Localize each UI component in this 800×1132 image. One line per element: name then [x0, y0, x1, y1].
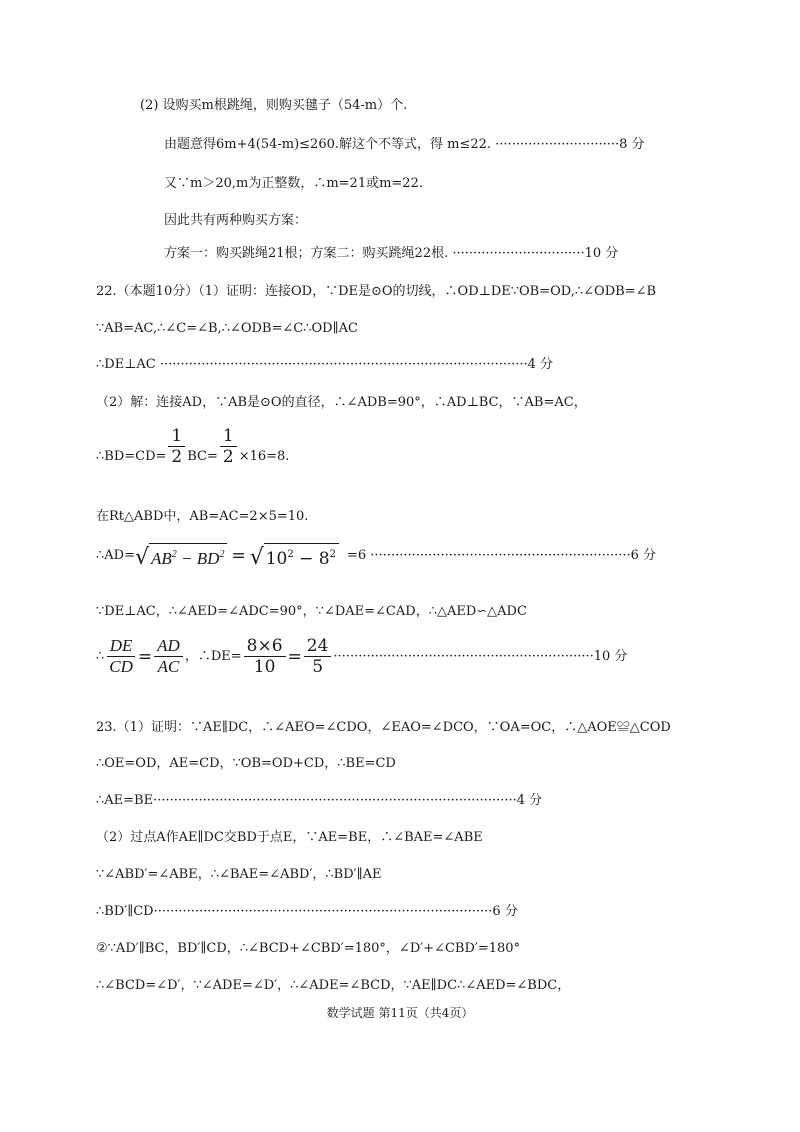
fraction [244, 637, 286, 676]
text-line: （2）解：连接AD，∵AB是⊙O的直径，∴∠ADB=90°，∴AD⊥BC，∵AB=AC， [96, 395, 587, 410]
fraction [304, 637, 332, 676]
radical-sign: √ [134, 545, 150, 570]
numerator: 1 [220, 427, 237, 447]
sqrt-10-8 [250, 543, 339, 569]
numerator: 8×6 [244, 637, 286, 657]
eq-text: ∴AD= [96, 548, 135, 563]
text-line: (2) 设购买m根跳绳，则购买毽子（54-m）个. [140, 98, 408, 113]
sqrt-ab-bd [135, 543, 227, 569]
radicand: $AB^2 - BD^2$ [149, 543, 227, 569]
denominator: 10 [253, 657, 276, 677]
denominator: 2 [171, 447, 183, 467]
equation-de [96, 637, 627, 676]
eq-text: = [231, 546, 246, 566]
eq-text: = [137, 646, 153, 667]
text-line: 方案一：购买跳绳21根；方案二：购买跳绳22根. ································10 分 [164, 246, 619, 261]
denominator: AC [157, 657, 180, 676]
eq-text: ∴ [96, 648, 105, 664]
radical-sign: √ [249, 545, 264, 570]
fraction [168, 427, 185, 466]
denominator: CD [109, 657, 133, 676]
eq-text: ∴BD=CD= [96, 449, 167, 464]
fraction [154, 637, 183, 676]
text-line: 又∵m＞20,m为正整数，∴m=21或m=22. [164, 176, 423, 191]
equation-ad [96, 543, 656, 569]
eq-text: ，∴DE= [184, 648, 242, 664]
text-line: ∴∠BCD=∠D′，∵∠ADE=∠D′，∴∠ADE=∠BCD，∵AE∥DC∴∠AED=∠BDC， [96, 978, 571, 993]
numerator: 24 [304, 637, 332, 657]
denominator: 2 [222, 447, 234, 467]
text-line: ②∵AD′∥BC，BD′∥CD，∴∠BCD+∠CBD′=180°，∠D′+∠CBD′=180° [96, 941, 521, 956]
text-line: 因此共有两种购买方案： [164, 213, 308, 228]
text-line: ∵DE⊥AC，∴∠AED=∠ADC=90°，∵∠DAE=∠CAD，∴△AED∽△ADC [96, 604, 527, 619]
numerator: 1 [168, 427, 185, 447]
fraction [220, 427, 237, 466]
text-line: 23.（1）证明：∵AE∥DC，∴∠AEO=∠CDO，∠EAO=∠DCO，∵OA=OC，∴△AOE≌△COD [96, 720, 671, 735]
text-line: 由题意得6m+4(54-m)≤260.解这个不等式，得 m≤22. ······························8 分 [164, 137, 645, 152]
text-line: ∴AE=BE························································································4 分 [96, 793, 543, 808]
text-line: ∴OE=OD，AE=CD，∵OB=OD+CD，∴BE=CD [96, 756, 396, 771]
eq-text: ×16=8. [238, 449, 290, 464]
eq-text: = [287, 646, 302, 667]
fraction [106, 637, 136, 676]
text-line: ∵AB=AC,∴∠C=∠B,∴∠ODB=∠C∴OD∥AC [96, 321, 358, 336]
text-line: 22.（本题10分）（1）证明：连接OD，∵DE是⊙O的切线，∴OD⊥DE∵OB=OD,∴∠ODB=∠B [96, 284, 657, 299]
text-line: ∴BD′∥CD··················································································6 分 [96, 904, 518, 919]
page-footer: 数学试题 第11页（共4页） [326, 1006, 474, 1020]
equation-bd-cd [96, 427, 289, 466]
denominator: 5 [312, 657, 324, 677]
numerator: AD [154, 637, 183, 657]
eq-text: BC= [187, 449, 218, 464]
text-line: ∴DE⊥AC ·························································································4 分 [96, 357, 554, 372]
numerator: DE [107, 637, 136, 657]
text-line: 在Rt△ABD中，AB=AC=2×5=10. [96, 509, 309, 524]
eq-text: =6 ·······························································6 分 [346, 548, 657, 563]
eq-text: ·······························································10 分 [333, 648, 628, 664]
text-line: （2）过点A作AE∥DC交BD于点E，∵AE=BE，∴∠BAE=∠ABE [96, 830, 483, 845]
text-line: ∵∠ABD′=∠ABE，∴∠BAE=∠ABD′，∴BD′∥AE [96, 867, 382, 882]
radicand: $10^2 - 8^2$ [264, 543, 339, 569]
